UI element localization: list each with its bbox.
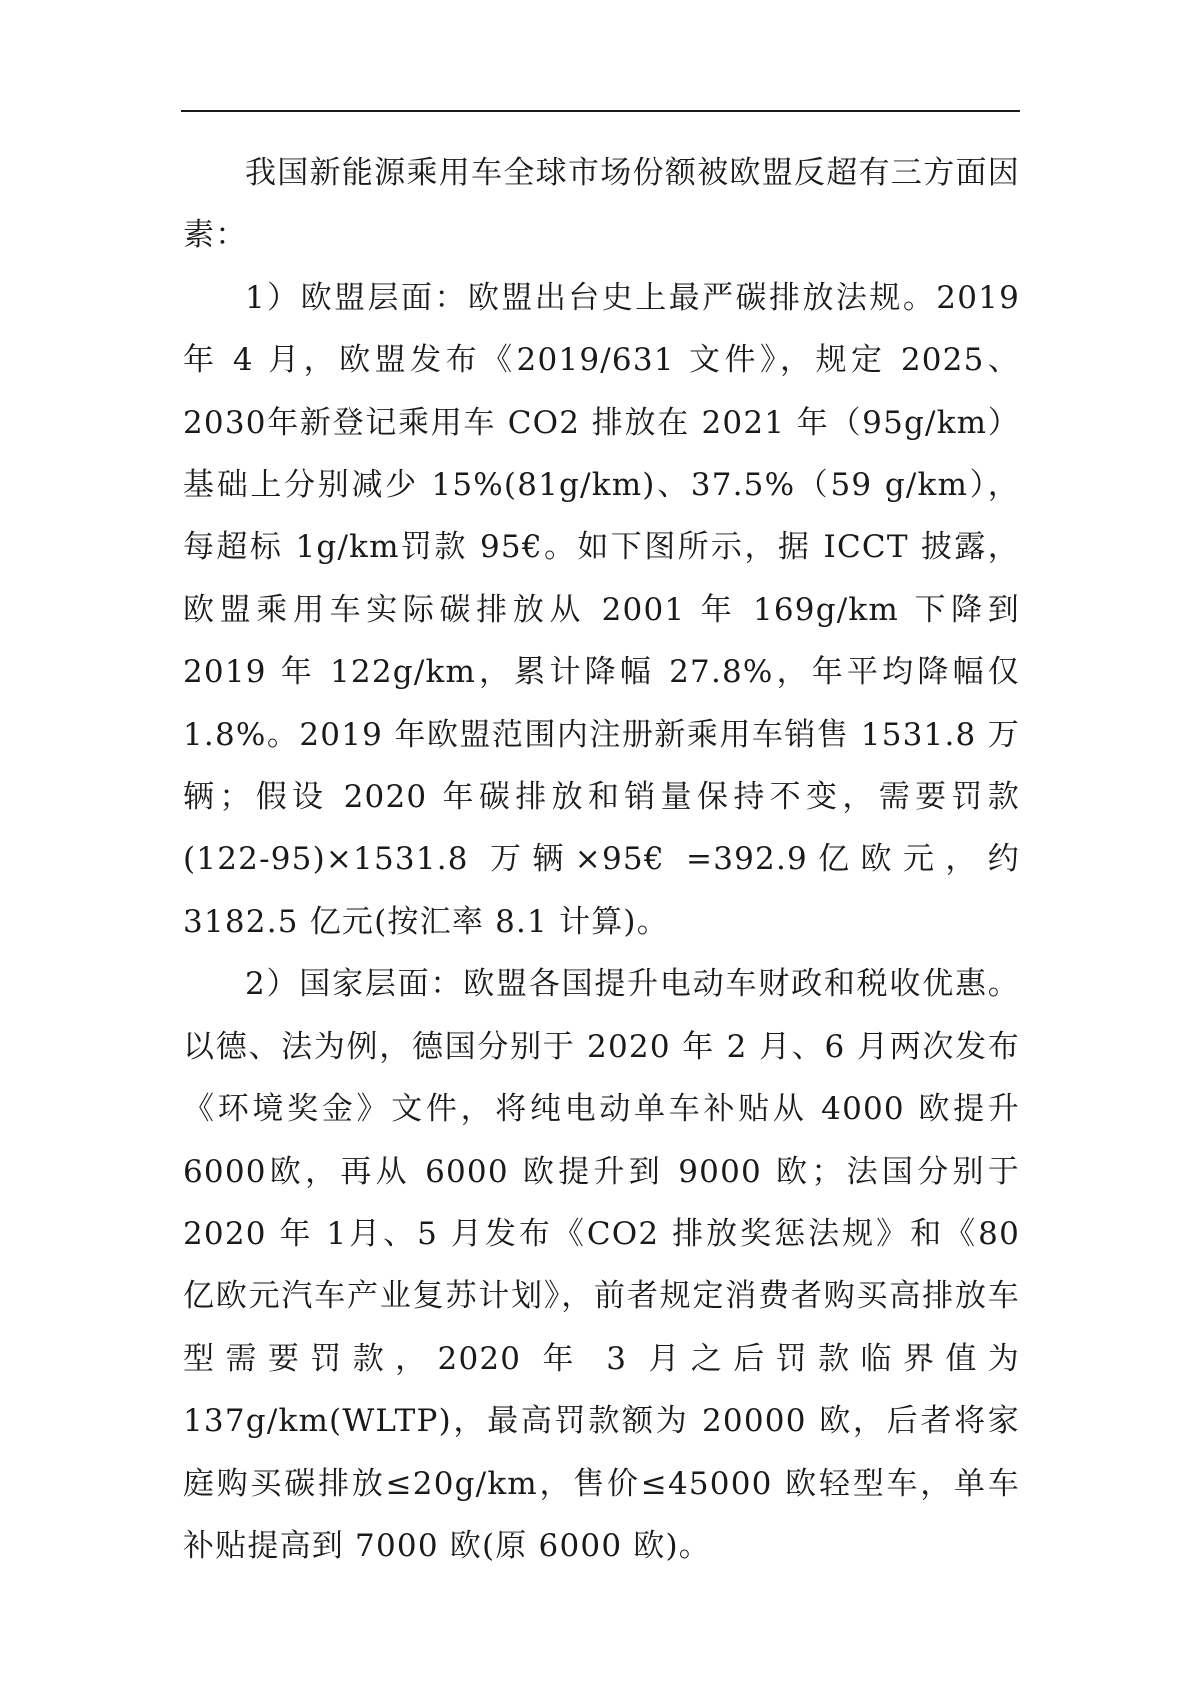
paragraph-eu-level: 1）欧盟层面：欧盟出台史上最严碳排放法规。2019年 4 月，欧盟发布《2019/631 文件》，规定 2025、2030年新登记乘用车 CO2 排放在 2021 年（95g/km）基础上分别减少 15%(81g/km)、37.5%（59 g/km），每超标 1g/km罚款 95€。如下图所示，据 ICCT 披露，欧盟乘用车实际碳排放从 2001 年 169g/km 下降到 2019 年 122g/km，累计降幅 27.8%，年平均降幅仅 1.8%。2019 年欧盟范围内注册新乘用车销售 1531.8 万辆；假设 2020 年碳排放和销量保持不变，需要罚款(122-95)×1531.8 万辆×95€ =392.9亿欧元，约 3182.5 亿元(按汇率 8.1 计算)。 (183, 279, 1020, 940)
paragraph-national-level: 2）国家层面：欧盟各国提升电动车财政和税收优惠。以德、法为例，德国分别于 2020 年 2 月、6 月两次发布《环境奖金》文件，将纯电动单车补贴从 4000 欧提升 6000欧，再从 6000 欧提升到 9000 欧；法国分别于 2020 年 1月、5 月发布《CO2 排放奖惩法规》和《80 亿欧元汽车产业复苏计划》，前者规定消费者购买高排放车型需要罚款，2020 年 3 月之后罚款临界值为 137g/km(WLTP)，最高罚款额为 20000 欧，后者将家庭购买碳排放≤20g/km，售价≤45000 欧轻型车，单车补贴提高到 7000 欧(原 6000 欧)。 (183, 966, 1020, 1564)
document-body (183, 142, 1020, 1577)
header-rule (181, 110, 1020, 112)
paragraph-intro: 我国新能源乘用车全球市场份额被欧盟反超有三方面因素： (183, 155, 1020, 254)
